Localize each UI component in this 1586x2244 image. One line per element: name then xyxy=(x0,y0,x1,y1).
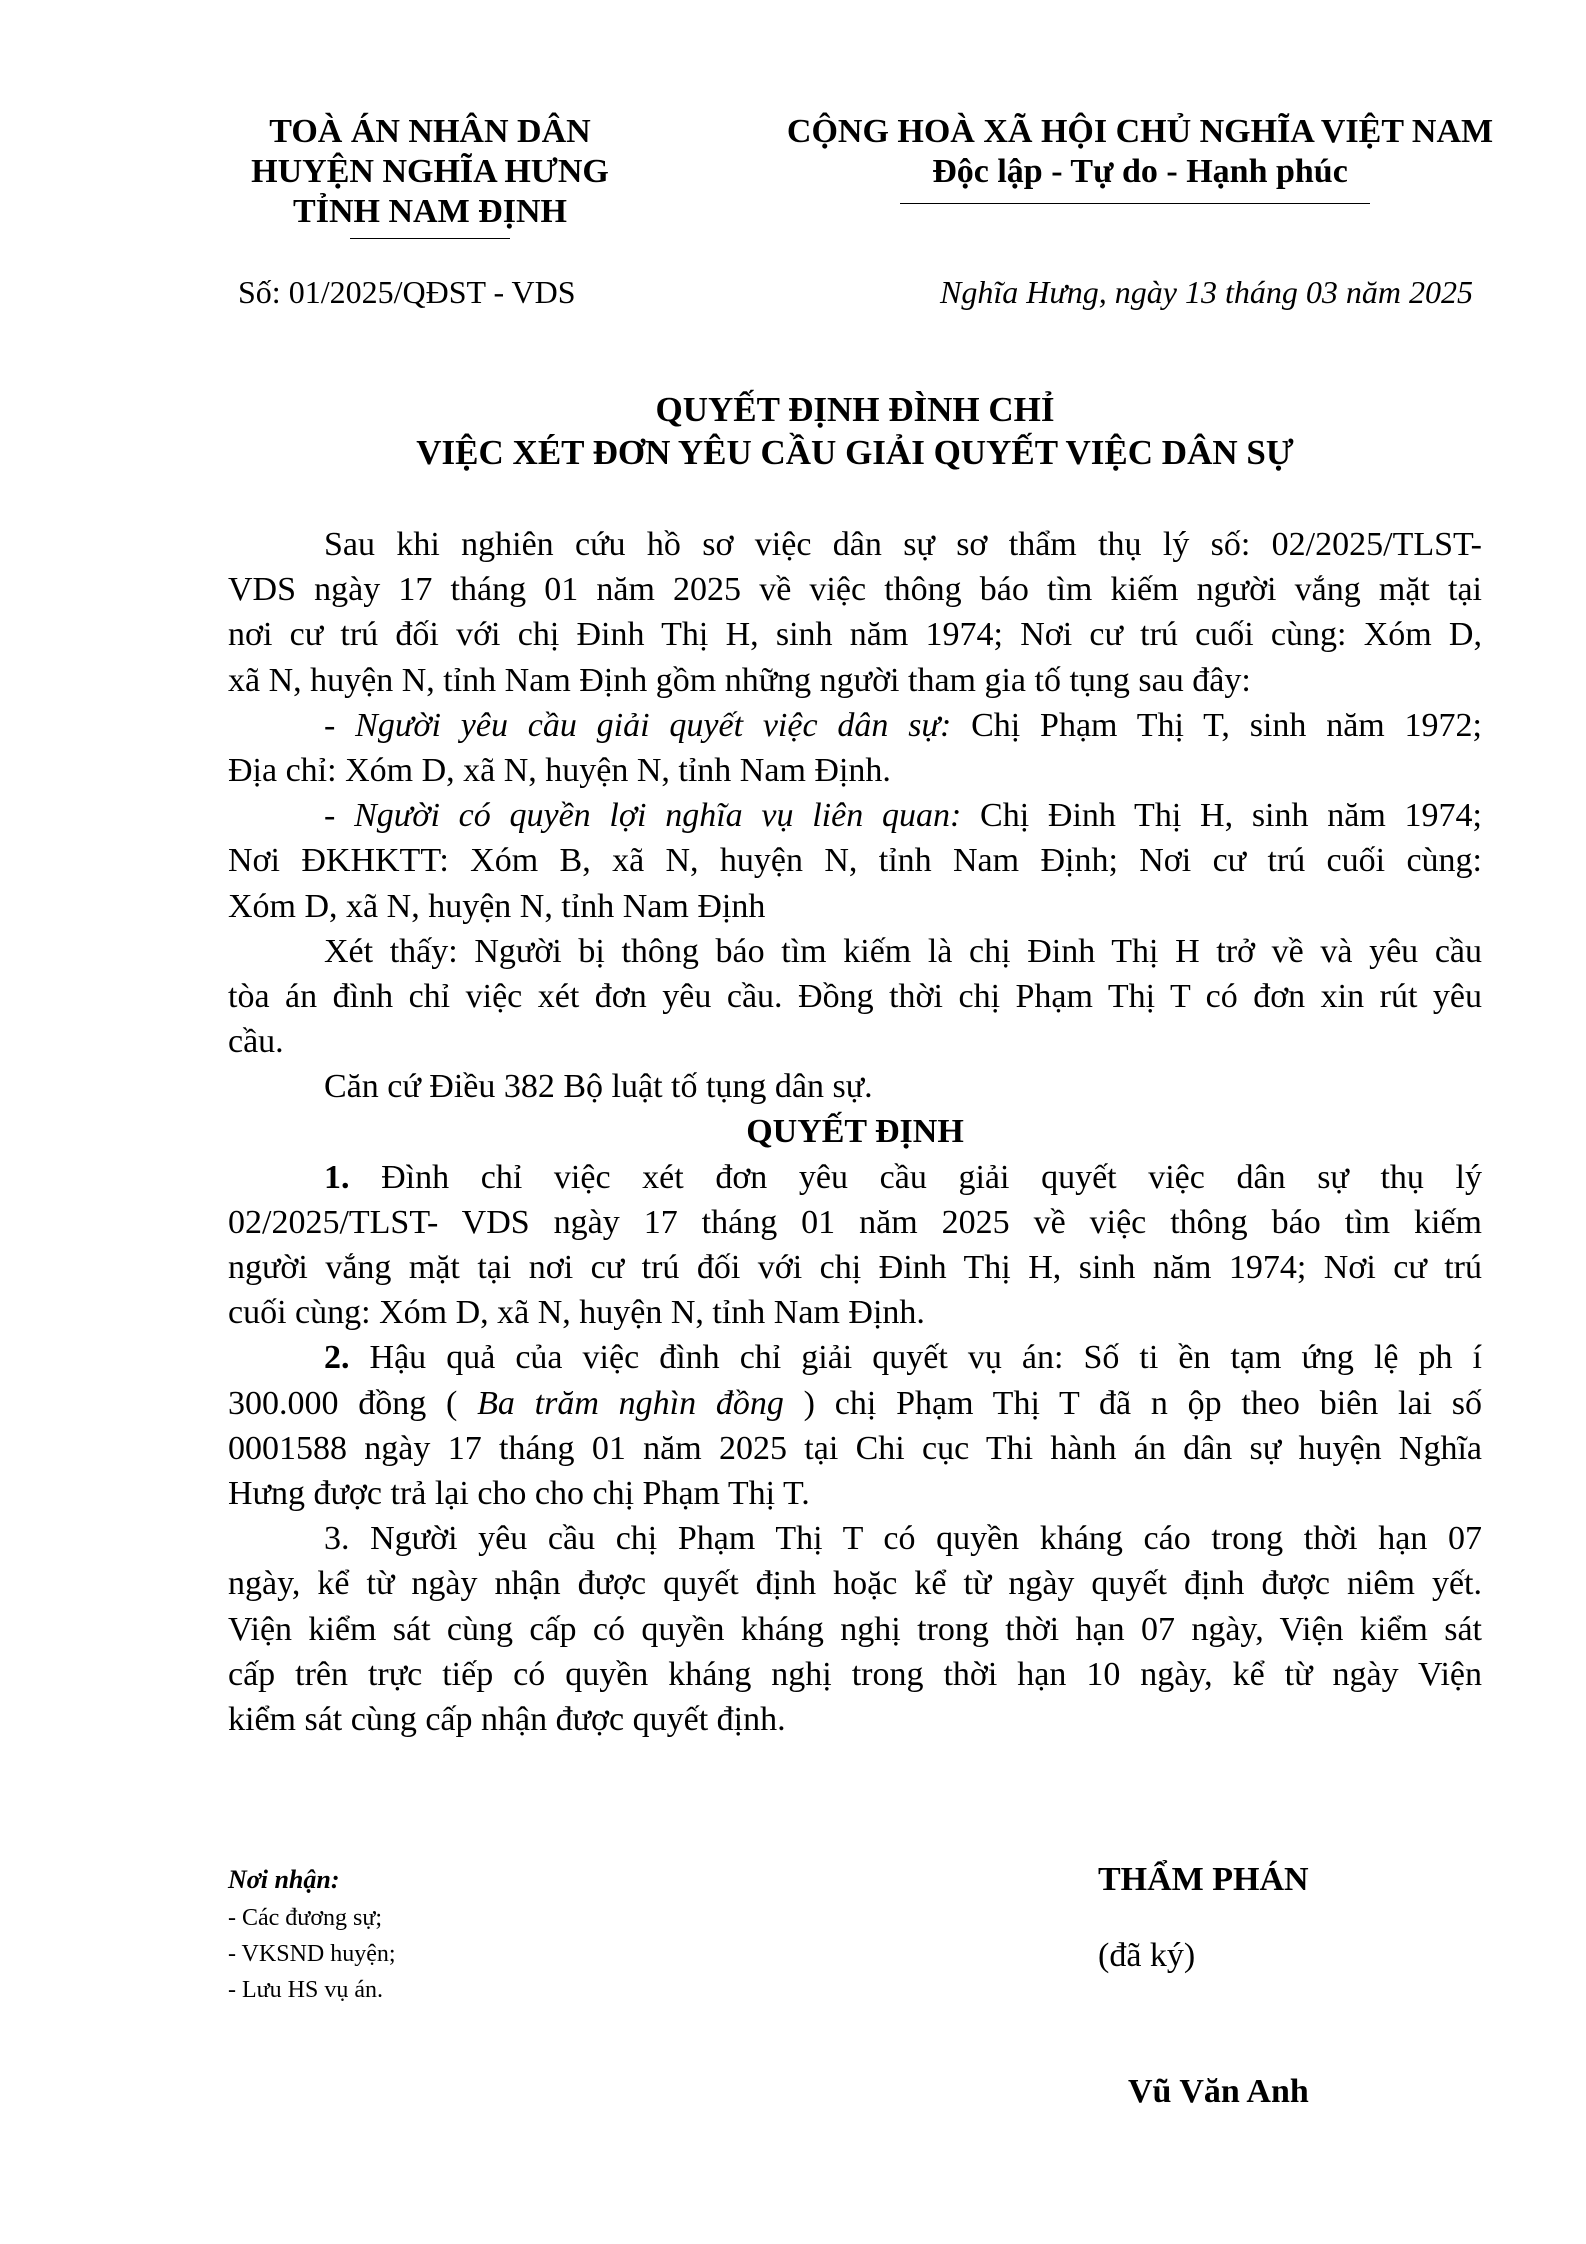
signature-title: THẨM PHÁN xyxy=(1098,1861,1309,1898)
recipients-block xyxy=(228,1860,396,2008)
court-underline xyxy=(350,238,510,239)
item2-line-3: 0001588 ngày 17 tháng 01 năm 2025 tại Chi cục Thi hành án dân sự huyện Nghĩa xyxy=(228,1429,1482,1467)
judge-name: Vũ Văn Anh xyxy=(1128,2073,1309,2110)
title-line-2: VIỆC XÉT ĐƠN YÊU CẦU GIẢI QUYẾT VIỆC DÂN SỰ xyxy=(416,433,1294,472)
item1-number: 1. xyxy=(324,1158,350,1196)
item2-line-4: Hưng được trả lại cho cho chị Phạm Thị T. xyxy=(228,1474,810,1512)
national-motto: Độc lập - Tự do - Hạnh phúc xyxy=(932,153,1348,190)
related-line-2: Nơi ĐKHKTT: Xóm B, xã N, huyện N, tỉnh Nam Định; Nơi cư trú cuối cùng: xyxy=(228,842,1482,880)
related-line-1 xyxy=(228,793,1482,838)
motto-underline xyxy=(900,203,1370,204)
recipients-label: Nơi nhận: xyxy=(228,1865,340,1894)
item1-line-3: người vắng mặt tại nơi cư trú đối với chị Đinh Thị H, sinh năm 1974; Nơi cư trú xyxy=(228,1249,1482,1286)
applicant-line-2: Địa chỉ: Xóm D, xã N, huyện N, tỉnh Nam Định. xyxy=(228,751,891,789)
item1-line-4: cuối cùng: Xóm D, xã N, huyện N, tỉnh Nam Định. xyxy=(228,1294,925,1332)
court-line-2: HUYỆN NGHĨA HƯNG xyxy=(251,153,609,190)
decision-title xyxy=(228,388,1482,474)
intro-line-1: Sau khi nghiên cứu hồ sơ việc dân sự sơ thẩm thụ lý số: 02/2025/TLST- xyxy=(324,526,1482,563)
title-line-1: QUYẾT ĐỊNH ĐÌNH CHỈ xyxy=(655,390,1055,429)
item3-line-5: kiểm sát cùng cấp nhận được quyết định. xyxy=(228,1700,786,1738)
related-label: - Người có quyền lợi nghĩa vụ liên quan: xyxy=(324,797,962,835)
considering-line-3: cầu. xyxy=(228,1023,284,1061)
item3-line-1: 3. Người yêu cầu chị Phạm Thị T có quyền kháng cáo trong thời hạn 07 xyxy=(324,1520,1482,1558)
place-date: Nghĩa Hưng, ngày 13 tháng 03 năm 2025 xyxy=(940,274,1473,310)
intro-line-3: nơi cư trú đối với chị Đinh Thị H, sinh năm 1974; Nơi cư trú cuối cùng: Xóm D, xyxy=(228,616,1482,654)
intro-line-4: xã N, huyện N, tỉnh Nam Định gồm những người tham gia tố tụng sau đây: xyxy=(228,661,1251,699)
item1-text: Đình chỉ việc xét đơn yêu cầu giải quyết việc dân sự thụ lý xyxy=(349,1158,1482,1196)
court-name-block xyxy=(220,112,640,232)
doc-number: Số: 01/2025/QĐST - VDS xyxy=(238,274,576,310)
court-line-3: TỈNH NAM ĐỊNH xyxy=(293,193,567,230)
considering-line-2: tòa án đình chỉ việc xét đơn yêu cầu. Đồng thời chị Phạm Thị T có đơn xin rút yêu xyxy=(228,977,1482,1015)
item3-line-2: ngày, kể từ ngày nhận được quyết định hoặc kể từ ngày quyết định được niêm yết. xyxy=(228,1565,1482,1603)
item3-line-4: cấp trên trực tiếp có quyền kháng nghị trong thời hạn 10 ngày, kể từ ngày Viện xyxy=(228,1655,1482,1693)
item1-line-1 xyxy=(228,1155,1482,1200)
national-title: CỘNG HOÀ XÃ HỘI CHỦ NGHĨA VIỆT NAM xyxy=(786,113,1494,150)
recipient-2: - VKSND huyện; xyxy=(228,1941,396,1967)
item2-line-1 xyxy=(228,1335,1482,1380)
recipient-3: - Lưu HS vụ án. xyxy=(228,1977,383,2003)
legal-basis: Căn cứ Điều 382 Bộ luật tố tụng dân sự. xyxy=(324,1068,873,1106)
applicant-text: Chị Phạm Thị T, sinh năm 1972; xyxy=(951,706,1482,744)
item1-line-2: 02/2025/TLST- VDS ngày 17 tháng 01 năm 2025 về việc thông báo tìm kiếm xyxy=(228,1203,1482,1241)
related-line-3: Xóm D, xã N, huyện N, tỉnh Nam Định xyxy=(228,887,766,925)
item2-receipt: ) chị Phạm Thị T đã n ộp theo biên lai số xyxy=(783,1384,1482,1422)
considering-line-1: Xét thấy: Người bị thông báo tìm kiếm là chị Đinh Thị H trở về và yêu cầu xyxy=(324,932,1482,970)
item3-line-3: Viện kiểm sát cùng cấp có quyền kháng nghị trong thời hạn 07 ngày, Viện kiểm sát xyxy=(228,1610,1482,1648)
item2-text: Hậu quả của việc đình chỉ giải quyết vụ án: Số ti ền tạm ứng lệ ph í xyxy=(349,1339,1482,1377)
court-line-1: TOÀ ÁN NHÂN DÂN xyxy=(269,113,591,150)
item2-line-2 xyxy=(228,1381,1482,1426)
recipient-1: - Các đương sự; xyxy=(228,1905,383,1931)
related-text: Chị Đinh Thị H, sinh năm 1974; xyxy=(961,797,1482,835)
signature-status: (đã ký) xyxy=(1098,1937,1196,1974)
item2-number: 2. xyxy=(324,1339,350,1377)
decision-heading: QUYẾT ĐỊNH xyxy=(746,1113,964,1151)
item2-amount: 300.000 đồng ( xyxy=(228,1384,478,1422)
applicant-line-1 xyxy=(228,703,1482,748)
decision-body xyxy=(228,522,1482,1742)
item2-amount-words: Ba trăm nghìn đồng xyxy=(477,1384,784,1422)
national-block xyxy=(760,112,1520,192)
intro-line-2: VDS ngày 17 tháng 01 năm 2025 về việc thông báo tìm kiếm người vắng mặt tại xyxy=(228,571,1482,609)
applicant-label: - Người yêu cầu giải quyết việc dân sự: xyxy=(324,706,952,744)
